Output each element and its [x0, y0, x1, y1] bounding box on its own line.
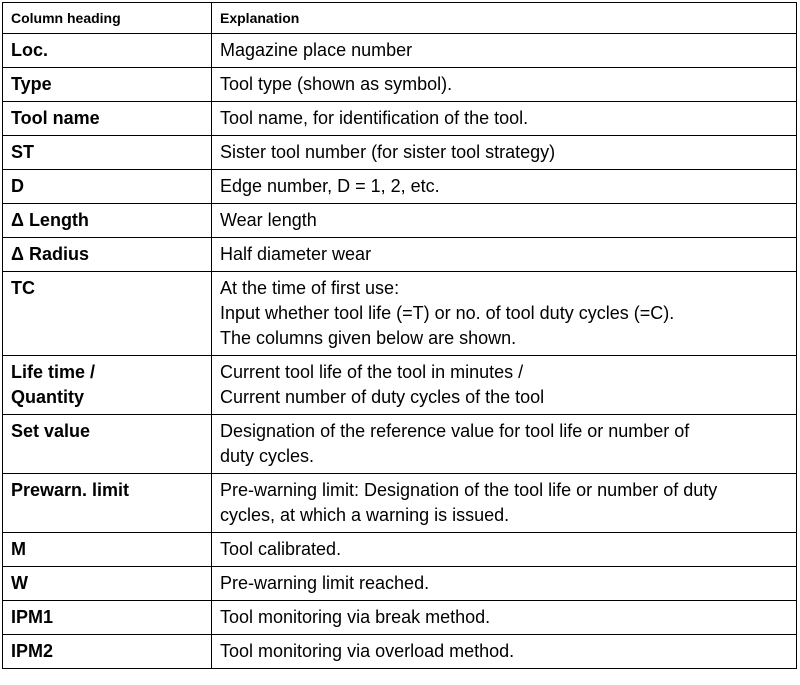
- column-heading-text: Life time /: [11, 362, 96, 382]
- table-row: [3, 238, 797, 272]
- explanation-cell: [212, 567, 797, 601]
- explanation-text: Magazine place number: [220, 40, 413, 60]
- column-heading-cell: [3, 474, 212, 533]
- column-heading-text: Set value: [11, 421, 91, 441]
- explanation-cell: [212, 34, 797, 68]
- explanation-text: Half diameter wear: [220, 244, 372, 264]
- explanation-cell: [212, 272, 797, 356]
- column-heading-text: ST: [11, 142, 35, 162]
- column-heading-text: IPM2: [11, 641, 54, 661]
- table-row: [3, 415, 797, 474]
- explanation-text: duty cycles.: [220, 446, 315, 466]
- table-row: [3, 136, 797, 170]
- explanation-text: Current number of duty cycles of the tool: [220, 387, 545, 407]
- explanation-cell: [212, 415, 797, 474]
- column-heading-text: W: [11, 573, 28, 593]
- column-heading-cell: [3, 601, 212, 635]
- column-heading-text: Type: [11, 74, 52, 94]
- explanation-cell: [212, 601, 797, 635]
- column-heading-text: IPM1: [11, 607, 54, 627]
- explanation-text: cycles, at which a warning is issued.: [220, 505, 510, 525]
- column-heading-text: TC: [11, 278, 35, 298]
- column-heading-cell: [3, 272, 212, 356]
- table-body: [3, 34, 797, 669]
- column-heading-text: Loc.: [11, 40, 49, 60]
- column-heading-text: Δ Radius: [11, 244, 89, 264]
- table-row: [3, 68, 797, 102]
- explanation-text: Wear length: [220, 210, 317, 230]
- column-heading-cell: [3, 68, 212, 102]
- table-row: [3, 170, 797, 204]
- column-heading-text: D: [11, 176, 24, 196]
- column-heading-text: Δ Length: [11, 210, 89, 230]
- table-row: [3, 356, 797, 415]
- explanation-cell: [212, 136, 797, 170]
- table-row: [3, 635, 797, 669]
- explanation-text: Pre-warning limit reached.: [220, 573, 430, 593]
- column-heading-cell: [3, 238, 212, 272]
- column-heading-text: Tool name: [11, 108, 100, 128]
- table-row: [3, 102, 797, 136]
- explanation-text: Edge number, D = 1, 2, etc.: [220, 176, 440, 196]
- table-row: [3, 567, 797, 601]
- explanation-header: Explanation: [212, 3, 797, 34]
- explanation-text: The columns given below are shown.: [220, 328, 517, 348]
- explanation-text: Tool monitoring via overload method.: [220, 641, 515, 661]
- column-heading-cell: [3, 170, 212, 204]
- explanation-text: Tool monitoring via break method.: [220, 607, 491, 627]
- table-row: [3, 204, 797, 238]
- column-heading-cell: [3, 356, 212, 415]
- explanation-text: Tool calibrated.: [220, 539, 342, 559]
- explanation-text: Input whether tool life (=T) or no. of tool duty cycles (=C).: [220, 303, 675, 323]
- explanation-text: Designation of the reference value for tool life or number of: [220, 421, 690, 441]
- column-heading-cell: [3, 34, 212, 68]
- explanation-text: At the time of first use:: [220, 278, 400, 298]
- explanation-text: Current tool life of the tool in minutes /: [220, 362, 524, 382]
- explanation-cell: [212, 533, 797, 567]
- table-row: [3, 601, 797, 635]
- column-heading-cell: [3, 204, 212, 238]
- explanation-cell: [212, 102, 797, 136]
- explanation-cell: [212, 68, 797, 102]
- column-heading-cell: [3, 635, 212, 669]
- column-heading-cell: [3, 567, 212, 601]
- explanation-text: Tool name, for identification of the tool.: [220, 108, 529, 128]
- column-heading-text: Prewarn. limit: [11, 480, 130, 500]
- column-heading-cell: [3, 102, 212, 136]
- tool-columns-table: [2, 2, 797, 669]
- explanation-cell: [212, 238, 797, 272]
- table-row: [3, 272, 797, 356]
- column-heading-header: Column heading: [3, 3, 212, 34]
- explanation-text: Pre-warning limit: Designation of the tool life or number of duty: [220, 480, 718, 500]
- explanation-text: Tool type (shown as symbol).: [220, 74, 453, 94]
- explanation-cell: [212, 474, 797, 533]
- column-heading-cell: [3, 533, 212, 567]
- explanation-cell: [212, 170, 797, 204]
- table-row: [3, 533, 797, 567]
- column-heading-cell: [3, 136, 212, 170]
- column-heading-cell: [3, 415, 212, 474]
- explanation-cell: [212, 204, 797, 238]
- table-row: [3, 34, 797, 68]
- explanation-text: Sister tool number (for sister tool strategy): [220, 142, 556, 162]
- table-header-row: [3, 3, 797, 34]
- column-heading-text: M: [11, 539, 26, 559]
- explanation-cell: [212, 356, 797, 415]
- explanation-cell: [212, 635, 797, 669]
- table-row: [3, 474, 797, 533]
- column-heading-text: Quantity: [11, 387, 85, 407]
